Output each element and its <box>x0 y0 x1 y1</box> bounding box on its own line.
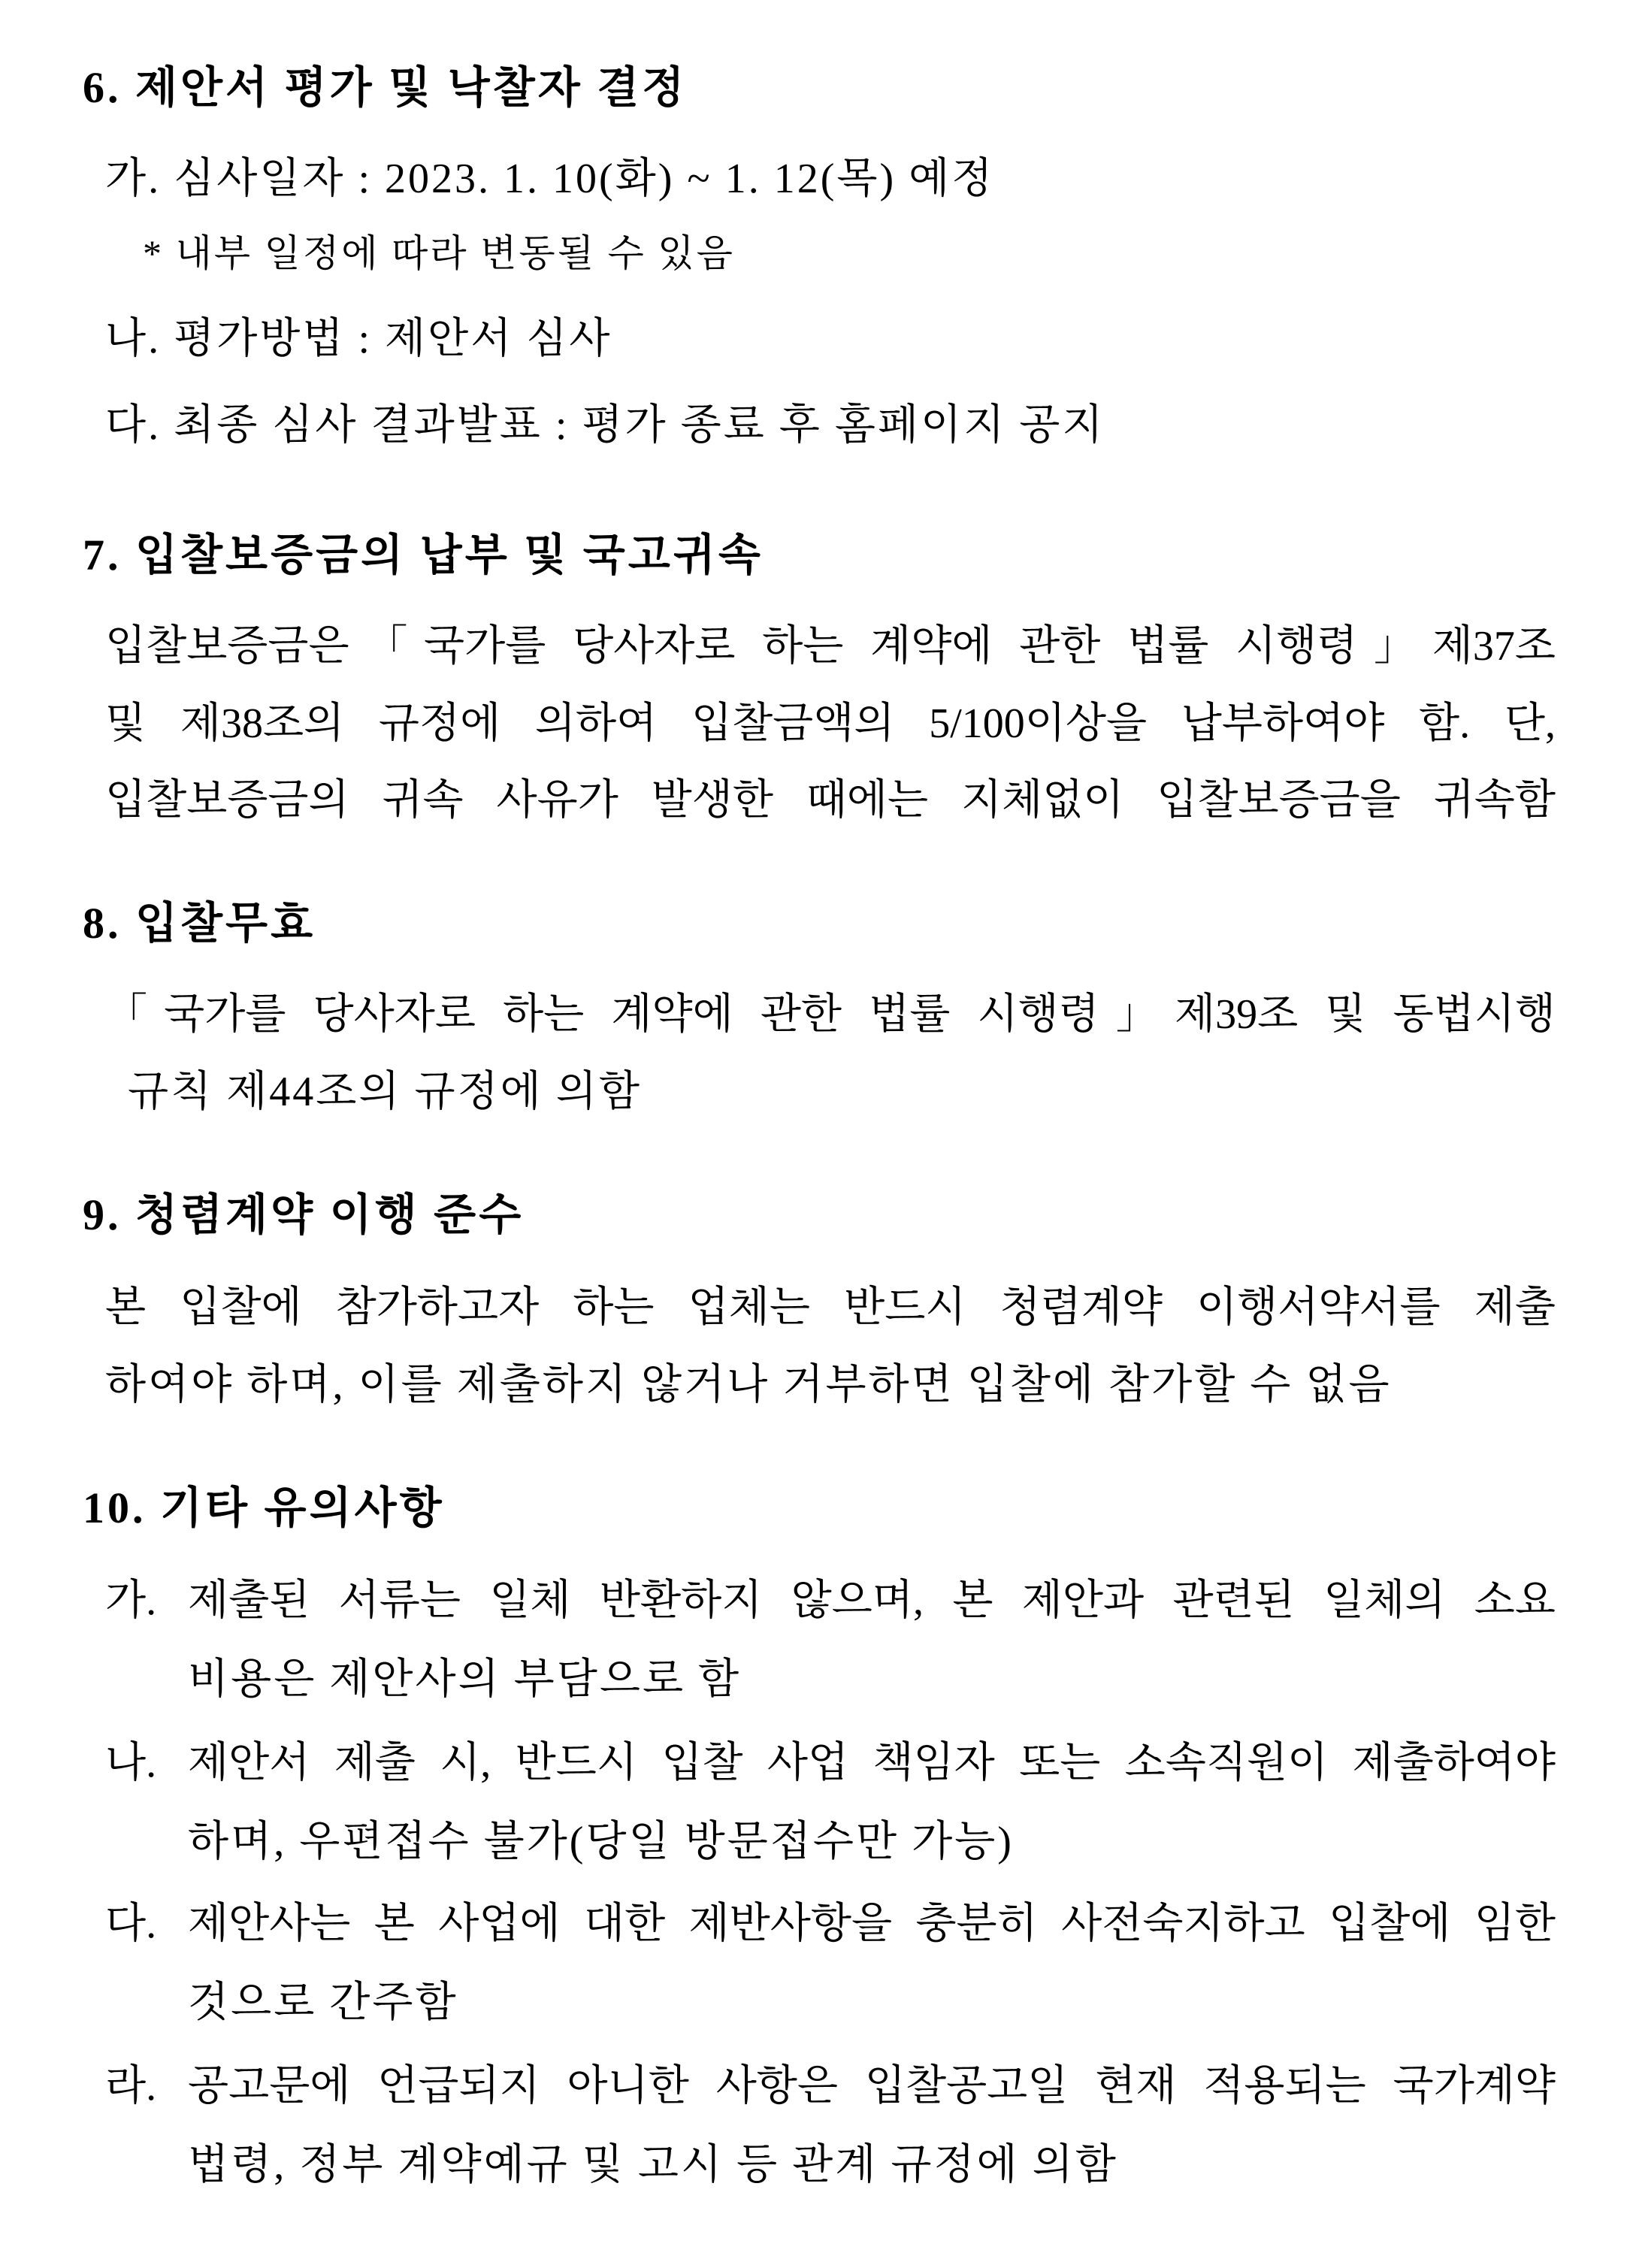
item-line-1: 공고문에 언급되지 아니한 사항은 입찰공고일 현재 적용되는 국가계약 <box>188 2063 1556 2109</box>
item-line-2: 하며, 우편접수 불가(당일 방문접수만 가능) <box>188 1819 1014 1865</box>
item-line-1: 제출된 서류는 일체 반환하지 않으며, 본 제안과 관련된 일체의 소요 <box>188 1577 1556 1624</box>
item-line-2: 법령, 정부 계약예규 및 고시 등 관계 규정에 의함 <box>188 2142 1118 2188</box>
item-line-2: 것으로 간주함 <box>188 1979 458 2026</box>
section-7-line-2: 및 제38조의 규정에 의하여 입찰금액의 5/100이상을 납부하여야 함. 단, <box>105 700 1556 747</box>
item-line-2: 비용은 제안사의 부담으로 함 <box>188 1656 742 1703</box>
section-6-item-review-date: 가. 심사일자 : 2023. 1. 10(화) ~ 1. 12(목) 예정 <box>105 156 995 202</box>
section-6-item-result: 다. 최종 심사 결과발표 : 평가 종료 후 홈페이지 공지 <box>105 402 1105 449</box>
section-6-item-method: 나. 평가방법 : 제안서 심사 <box>105 316 612 362</box>
item-line-1: 제안서 제출 시, 반드시 입찰 사업 책임자 또는 소속직원이 제출하여야 <box>188 1740 1556 1786</box>
section-9-line-1: 본 입찰에 참가하고자 하는 업체는 반드시 청렴계약 이행서약서를 제출 <box>105 1284 1556 1331</box>
section-7-line-1: 입찰보증금은「국가를 당사자로 하는 계약에 관한 법률 시행령」제37조 <box>105 623 1556 670</box>
section-7-heading: 7. 입찰보증금의 납부 및 국고귀속 <box>83 531 764 579</box>
section-9-heading: 9. 청렴계약 이행 준수 <box>83 1190 525 1239</box>
section-8-line-1: 「국가를 당사자로 하는 계약에 관한 법률 시행령」제39조 및 동법시행 <box>105 991 1556 1038</box>
item-marker: 라. <box>105 2063 157 2109</box>
section-7-line-3: 입찰보증금의 귀속 사유가 발생한 때에는 지체없이 입찰보증금을 귀속함 <box>105 777 1556 824</box>
item-marker: 가. <box>105 1577 157 1624</box>
section-8-line-2: 규칙 제44조의 규정에 의함 <box>128 1069 642 1115</box>
item-line-1: 제안사는 본 사업에 대한 제반사항을 충분히 사전숙지하고 입찰에 임한 <box>188 1901 1556 1947</box>
section-10-heading: 10. 기타 유의사항 <box>83 1483 445 1532</box>
item-marker: 나. <box>105 1740 157 1786</box>
section-6-heading: 6. 제안서 평가 및 낙찰자 결정 <box>83 63 688 112</box>
section-8-heading: 8. 입찰무효 <box>83 899 316 948</box>
section-9-line-2: 하여야 하며, 이를 제출하지 않거나 거부하면 입찰에 참가할 수 없음 <box>105 1362 1392 1408</box>
section-6-note-schedule: * 내부 일정에 따라 변동될 수 있음 <box>143 232 735 274</box>
item-marker: 다. <box>105 1901 157 1947</box>
